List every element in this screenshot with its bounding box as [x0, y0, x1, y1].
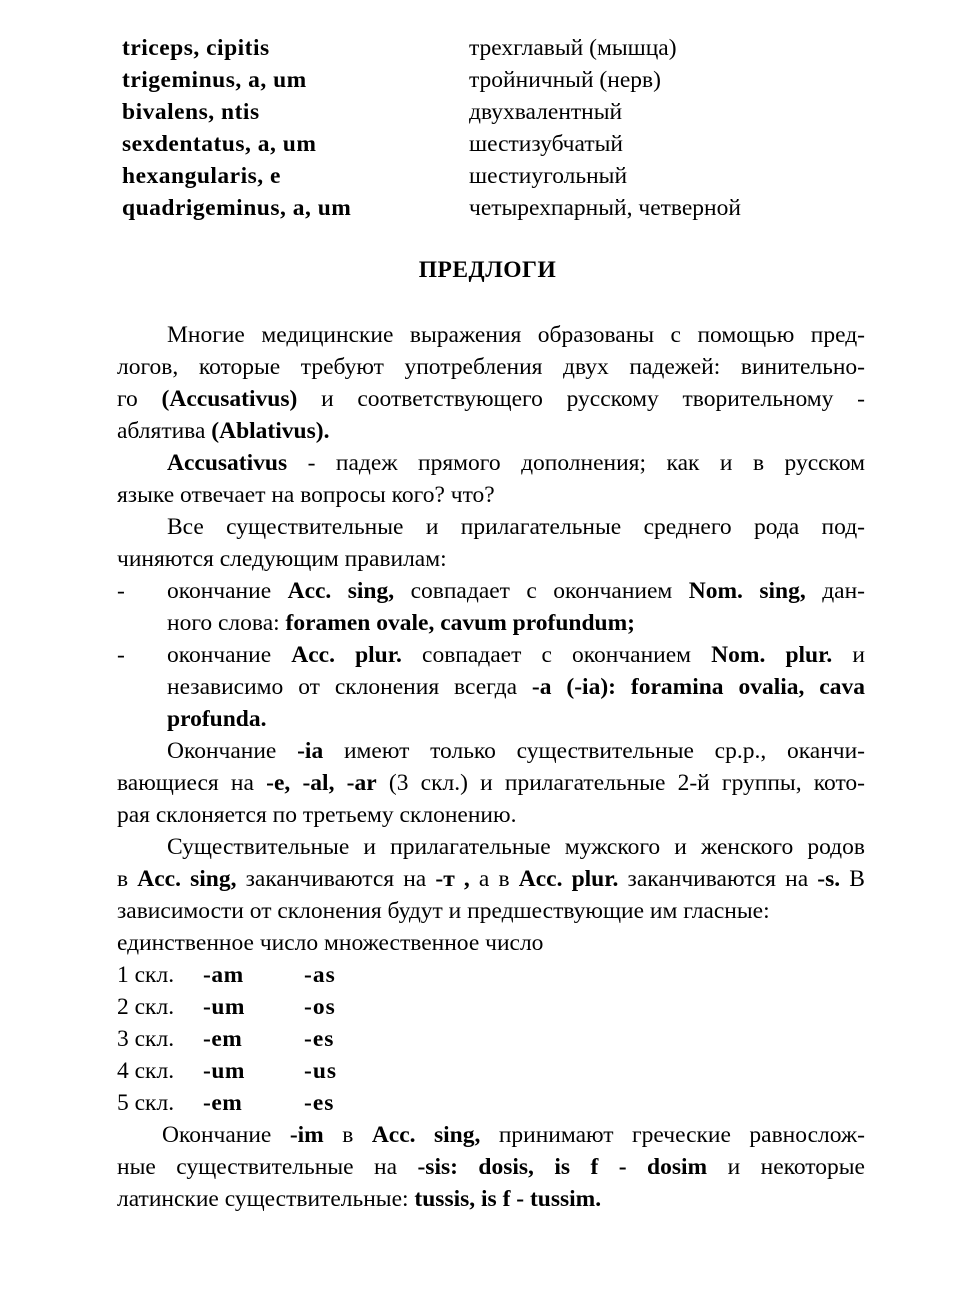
text-run: окончание [167, 578, 288, 604]
text-line: единственное число множественное число [117, 930, 544, 956]
plural-ending: -us [304, 1058, 338, 1084]
text-run: латинские существительные: [117, 1186, 415, 1212]
vocab-row [122, 160, 842, 192]
text-run: совпадает с окончанием [401, 642, 712, 668]
vocab-russian: шестиугольный [469, 163, 628, 189]
text-run: и соответствующего русскому творительному - [297, 386, 865, 412]
plural-ending: -as [304, 962, 336, 988]
example-terms: foramen ovale, cavum profundum; [285, 610, 635, 636]
term: Nom. sing, [688, 578, 806, 604]
table-row [117, 991, 865, 1023]
case-endings-table [117, 959, 865, 1119]
text-line: рая склоняется по третьему склонению. [117, 802, 517, 828]
declension: 1 скл. [117, 962, 175, 988]
vocab-russian: шестизубчатый [469, 131, 623, 157]
table-row [117, 1055, 865, 1087]
term: Acc. sing, [371, 1122, 481, 1148]
text-line: чиняются следующим правилам: [117, 546, 447, 572]
vocab-russian: тройничный (нерв) [469, 67, 661, 93]
text-run: заканчиваются на [236, 866, 436, 892]
term: Acc. sing, [137, 866, 237, 892]
text-run: дан- [805, 578, 865, 604]
bullet-dash: - [117, 642, 125, 668]
vocab-russian: четырехпарный, четверной [469, 195, 741, 221]
section-heading: ПРЕДЛОГИ [418, 257, 557, 283]
text-run: окончание [167, 642, 292, 668]
text-run: - падеж прямого дополнения; как и в русском [287, 450, 865, 476]
table-row [117, 1087, 865, 1119]
text-run: В [840, 866, 865, 892]
vocab-latin: bivalens, ntis [122, 99, 260, 125]
text-line [117, 447, 865, 479]
text-line [117, 1183, 865, 1215]
text-run: заканчиваются на [618, 866, 818, 892]
example-terms: profunda. [167, 706, 267, 732]
text-run: ного слова: [167, 610, 286, 636]
declension: 3 скл. [117, 1026, 175, 1052]
singular-ending: -um [203, 1058, 245, 1084]
text-line [117, 1119, 865, 1151]
vocabulary-list [122, 32, 842, 224]
text-line [167, 639, 865, 671]
declension: 5 скл. [117, 1090, 175, 1116]
text-run: имеют только существительные ср.р., оканчи- [323, 738, 865, 764]
table-row [117, 1023, 865, 1055]
vocab-row [122, 128, 842, 160]
text-line [117, 383, 865, 415]
plural-ending: -os [304, 994, 336, 1020]
text-line: логов, которые требуют употребления двух падежей: винительно- [117, 354, 865, 380]
plural-ending: -es [304, 1090, 335, 1116]
example-terms: -sis: dosis, is f - dosim [417, 1154, 708, 1180]
text-run: Окончание [162, 1122, 290, 1148]
text-line [167, 703, 865, 735]
singular-ending: -em [203, 1090, 243, 1116]
text-run: и [832, 642, 865, 668]
table-row [117, 959, 865, 991]
term-accusativus: Accusativus [167, 450, 288, 476]
vocab-latin: quadrigeminus, a, um [122, 195, 352, 221]
text-run: ные существительные на [117, 1154, 418, 1180]
text-run: принимают греческие равнослож- [480, 1122, 865, 1148]
term: Acc. sing, [287, 578, 395, 604]
vocab-row [122, 192, 842, 224]
term: -ia [297, 738, 324, 764]
term: -e, -al, -ar [266, 770, 377, 796]
plural-ending: -es [304, 1026, 335, 1052]
text-line: Многие медицинские выражения образованы с помощью пред- [167, 322, 865, 348]
declension: 4 скл. [117, 1058, 175, 1084]
text-line: языке отвечает на вопросы кого? что? [117, 482, 495, 508]
text-run: аблятива [117, 418, 212, 444]
example-terms: tussis, is f - tussim. [414, 1186, 602, 1212]
text-run: (3 скл.) и прилагательные 2-й группы, кото- [376, 770, 865, 796]
example-terms: -а (-ia): foramina ovalia, cava [531, 674, 865, 700]
vocab-latin: sexdentatus, a, um [122, 131, 317, 157]
bullet-dash: - [117, 578, 125, 604]
vocab-row [122, 96, 842, 128]
paragraph-accusativus [117, 447, 865, 511]
vocab-russian: трехглавый (мышца) [469, 35, 677, 61]
paragraph-ia-ending [117, 735, 865, 831]
bullet-item [117, 575, 865, 639]
paragraph-masc-fem [117, 831, 865, 959]
text-run: вающиеся на [117, 770, 267, 796]
paragraph-im-ending [117, 1119, 865, 1215]
term: Nom. plur. [711, 642, 833, 668]
text-line [167, 607, 865, 639]
text-line: Все существительные и прилагательные среднего рода под- [167, 514, 865, 540]
vocab-latin: hexangularis, e [122, 163, 281, 189]
singular-ending: -em [203, 1026, 243, 1052]
text-run: в [323, 1122, 372, 1148]
singular-ending: -um [203, 994, 245, 1020]
text-run: а в [469, 866, 519, 892]
text-line [117, 1151, 865, 1183]
term-accusativus: (Accusativus) [161, 386, 298, 412]
bullet-item [117, 639, 865, 735]
term: -s. [817, 866, 841, 892]
text-run: в [117, 866, 138, 892]
vocab-row [122, 32, 842, 64]
text-run: совпадает с окончанием [394, 578, 689, 604]
term-ablativus: (Ablativus). [211, 418, 330, 444]
text-line: зависимости от склонения будут и предшествующие им гласные: [117, 898, 770, 924]
vocab-russian: двухвалентный [469, 99, 623, 125]
text-line: Существительные и прилагательные мужского и женского родов [167, 834, 865, 860]
vocab-latin: trigeminus, a, um [122, 67, 307, 93]
paragraph-neuter-rules [117, 511, 865, 575]
vocab-row [122, 64, 842, 96]
text-line [167, 671, 865, 703]
vocab-latin: triceps, cipitis [122, 35, 270, 61]
text-run: и некоторые [707, 1154, 865, 1180]
declension: 2 скл. [117, 994, 175, 1020]
text-line [167, 575, 865, 607]
text-run: независимо от склонения всегда [167, 674, 532, 700]
paragraph-intro [117, 319, 865, 447]
text-run: Окончание [167, 738, 298, 764]
term: Acc. plur. [291, 642, 402, 668]
singular-ending: -am [203, 962, 244, 988]
text-run: го [117, 386, 162, 412]
body-text [117, 319, 865, 1215]
term: Acc. plur. [518, 866, 619, 892]
term: -т , [435, 866, 470, 892]
text-line [117, 767, 865, 799]
text-line [117, 415, 865, 447]
text-line [117, 735, 865, 767]
term: -im [289, 1122, 324, 1148]
text-line [117, 863, 865, 895]
